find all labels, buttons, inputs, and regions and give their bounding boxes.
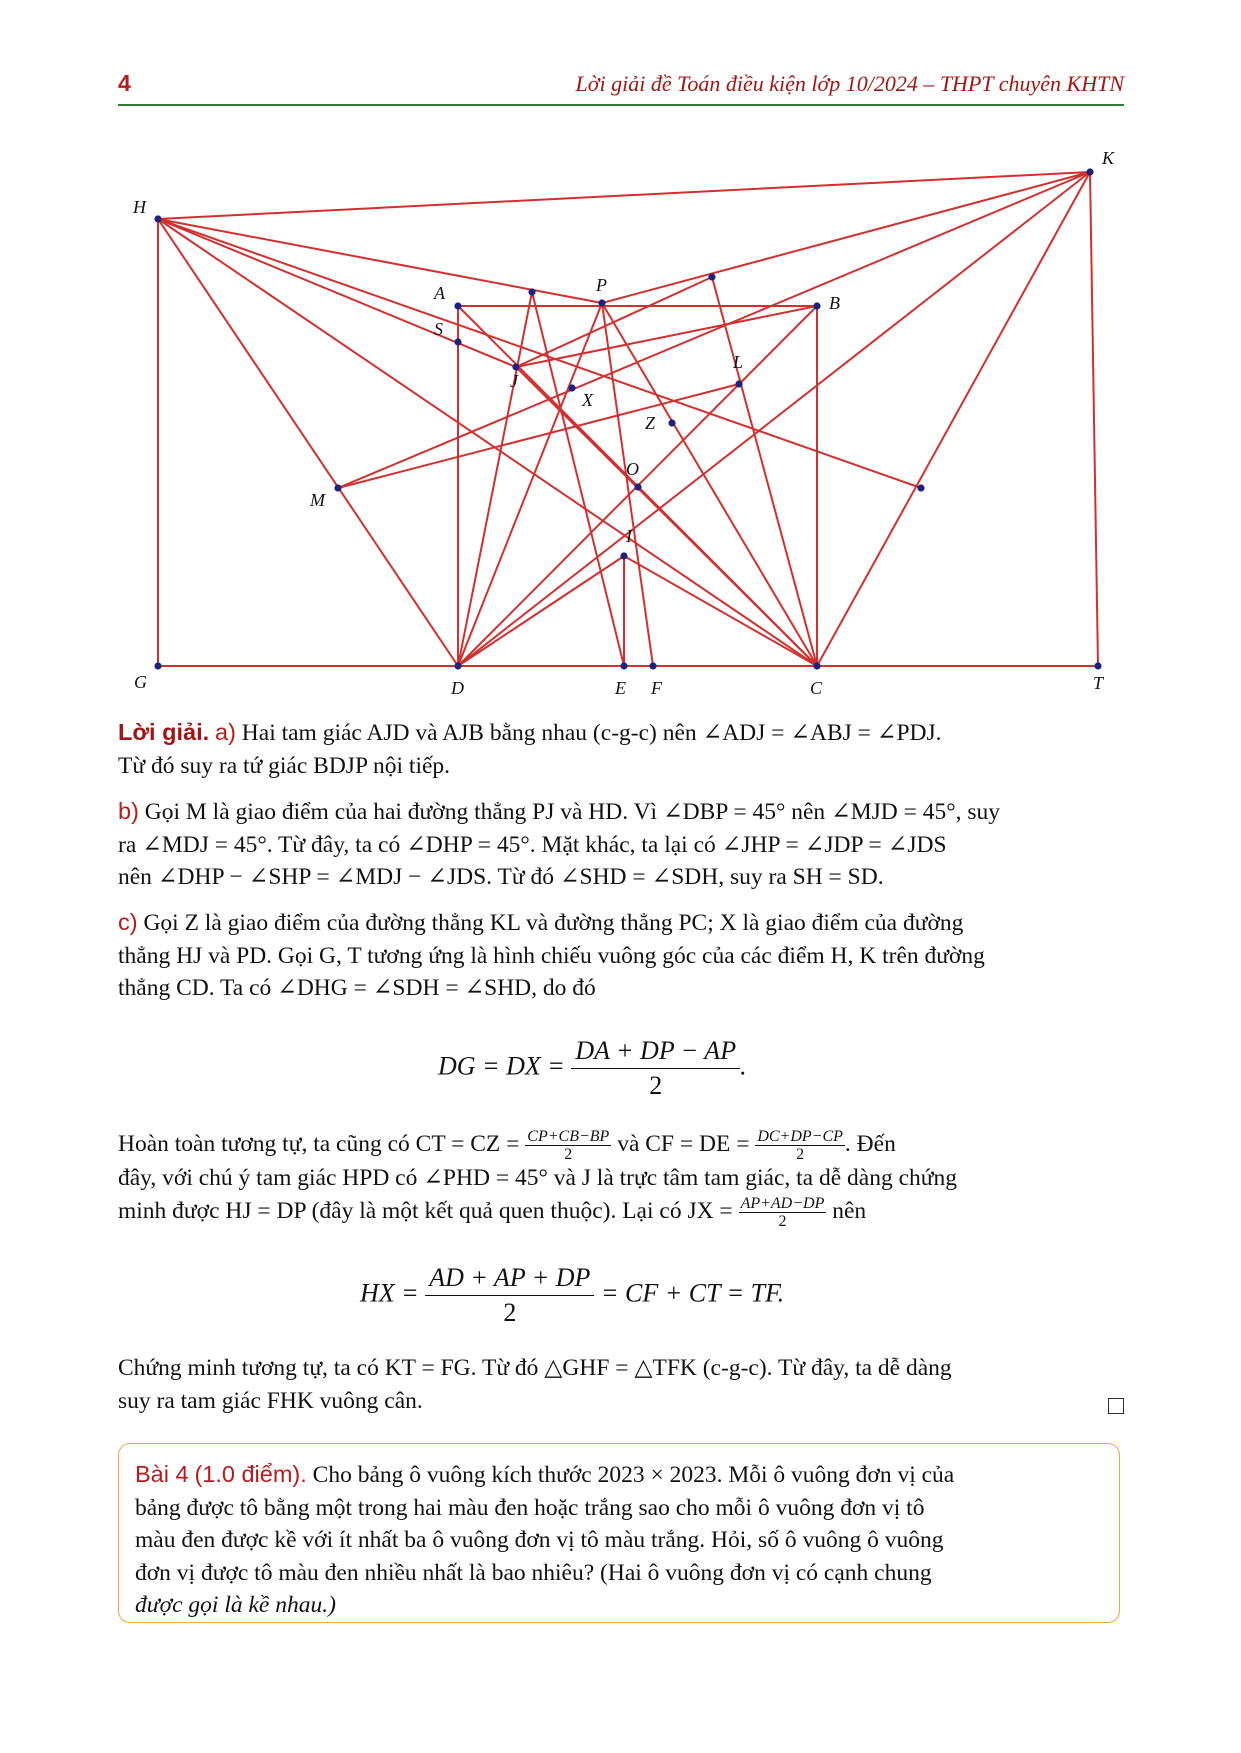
eq1-fraction [571,1036,740,1101]
point-D [454,662,461,669]
equation-2 [360,1263,784,1328]
part-b-label: b) [118,798,139,824]
segment-ML [338,384,739,488]
solution-paragraph-3 [118,1352,1124,1417]
part-a-line-2: Từ đó suy ra tứ giác BDJP nội tiếp. [118,752,451,779]
solution-part-c [118,906,1124,1005]
geometry-figure [0,0,1241,700]
label-K: K [1102,148,1115,168]
label-H: H [133,197,146,217]
label-B: B [829,293,840,313]
point-M [334,484,341,491]
point-H [154,215,161,222]
segment-Q2C [712,277,817,666]
para3-line-2: suy ra tam giác FHK vuông cân. [118,1387,423,1414]
point-R1 [917,484,924,491]
segment-ID [458,556,624,666]
segment-JQ2 [516,277,712,367]
label-F: F [651,678,662,698]
segment-KT [1090,172,1098,666]
label-X: X [582,390,593,410]
part-b-line-1: Gọi M là giao điểm của hai đường thẳng PJ và HD. Vì ∠DBP = 45° nên ∠MJD = 45°, suy [144,799,1001,825]
eq1-denominator: 2 [649,1071,663,1100]
para3-line-1: Chứng minh tương tự, ta có KT = FG. Từ đó △GHF = △TFK (c-g-c). Từ đây, ta dễ dàng [118,1355,952,1381]
point-Q2 [708,273,715,280]
segment-JB [516,306,817,367]
point-S [454,338,461,345]
point-J [512,363,519,370]
para2-l3b: nên [832,1197,867,1224]
solution-part-b [118,795,1124,894]
eq1-lhs: DG = DX = [438,1051,565,1081]
eq2-denominator: 2 [503,1298,517,1327]
point-B [813,302,820,309]
problem-4-line-1: Cho bảng ô vuông kích thước 2023 × 2023. Mỗi ô vuông đơn vị của [312,1462,955,1488]
eq2-fraction [425,1263,594,1328]
segment-KC [817,172,1090,666]
point-K [1086,168,1093,175]
para2-l3a: minh được HJ = DP (đây là một kết quả quen thuộc). Lại có JX = [118,1197,733,1224]
running-title: Lời giải đề Toán điều kiện lớp 10/2024 – THPT chuyên KHTN [575,71,1124,96]
fraction-ap-ad-dp [739,1195,827,1230]
label-P: P [596,275,607,295]
point-L [735,380,742,387]
label-M: M [310,490,325,510]
point-F [649,662,656,669]
point-E [620,662,627,669]
label-L: L [733,352,744,372]
segment-HD [158,219,458,666]
qed-square-icon [1108,1398,1124,1414]
point-T [1094,662,1101,669]
problem-4-line-5: được gọi là kề nhau.) [135,1592,336,1618]
point-I [620,552,627,559]
eq1-numerator: DA + DP − AP [571,1036,740,1069]
part-a-label: a) [215,719,236,745]
eq2-numerator: AD + AP + DP [425,1263,594,1296]
label-G: G [134,672,147,692]
figure-points [154,168,1101,669]
point-X [568,384,575,391]
part-b-line-2: ra ∠MDJ = 45°. Từ đây, ta có ∠DHP = 45°. Mặt khác, ta lại có ∠JHP = ∠JDP = ∠JDS [118,831,947,858]
problem-4-box [118,1443,1120,1623]
segment-HJ [158,219,516,367]
point-G [154,662,161,669]
part-a-line-1: Hai tam giác AJD và AJB bằng nhau (c-g-c) nên ∠ADJ = ∠ABJ = ∠PDJ. [241,720,942,746]
eq2-lhs: HX = [360,1278,419,1308]
segment-KP [602,172,1090,303]
fraction-2-denominator: 2 [796,1146,805,1164]
segment-PD [458,303,602,666]
para2-l1c: . Đến [844,1131,896,1157]
segment-KM [338,172,1090,488]
segment-HR1 [158,219,921,488]
part-c-label: c) [118,909,138,935]
point-C [813,662,820,669]
problem-4-points: (1.0 điểm). [194,1461,307,1487]
segment-HK [158,172,1090,219]
fraction-dc-dp-cp [755,1128,845,1163]
figure-lines [158,172,1098,666]
fraction-3-numerator: AP+AD−DP [740,1194,825,1212]
part-b-line-3: nên ∠DHP − ∠SHP = ∠MDJ − ∠JDS. Từ đó ∠SHD = ∠SDH, suy ra SH = SD. [118,864,884,890]
page-number: 4 [118,70,131,96]
eq2-rhs: = CF + CT = TF. [600,1278,785,1308]
para2-l1a: Hoàn toàn tương tự, ta cũng có CT = CZ = [118,1131,520,1157]
label-D: D [451,678,464,698]
label-S: S [434,319,443,339]
point-A [454,302,461,309]
point-Z [668,419,675,426]
solution-paragraph-2 [118,1128,1124,1229]
segment-IC [624,556,817,666]
para2-line-2: đây, với chú ý tam giác HPD có ∠PHD = 45° và J là trực tâm tam giác, ta dễ dàng chứng [118,1165,958,1191]
part-c-line-2: thẳng HJ và PD. Gọi G, T tương ứng là hình chiếu vuông góc của các điểm H, K trên đường [118,942,985,969]
solution-heading: Lời giải. [118,719,210,745]
fraction-1-denominator: 2 [564,1146,573,1164]
label-I: I [626,526,632,546]
label-E: E [615,678,626,698]
point-O [634,483,641,490]
point-Q1 [528,288,535,295]
problem-4-line-2: bảng được tô bằng một trong hai màu đen hoặc trắng sao cho mỗi ô vuông đơn vị tô [135,1494,925,1521]
para2-l1b: và CF = DE = [617,1131,750,1157]
part-c-line-1: Gọi Z là giao điểm của đường thẳng KL và đường thẳng PC; X là giao điểm của đường [143,910,964,936]
fraction-2-numerator: DC+DP−CP [757,1128,843,1146]
fraction-1-numerator: CP+CB−BP [527,1128,610,1146]
label-O: O [626,459,639,479]
label-Z: Z [645,413,656,433]
solution-part-a [118,716,1124,782]
problem-4-title: Bài 4 [135,1461,189,1487]
segment-HP [158,219,602,303]
problem-4-line-4: đơn vị được tô màu đen nhiều nhất là bao nhiêu? (Hai ô vuông đơn vị có cạnh chung [135,1559,932,1586]
label-A: A [434,283,445,303]
eq1-end: . [740,1051,747,1081]
equation-1 [438,1036,747,1101]
label-C: C [810,678,823,698]
label-J: J [510,371,518,391]
problem-4-line-3: màu đen được kề với ít nhất ba ô vuông đơn vị tô màu trắng. Hỏi, số ô vuông ô vuông [135,1527,944,1553]
fraction-3-denominator: 2 [778,1212,787,1230]
point-P [598,299,605,306]
fraction-cp-cb-bp [525,1128,611,1163]
segment-HC [158,219,817,666]
part-c-line-3: thẳng CD. Ta có ∠DHG = ∠SDH = ∠SHD, do đó [118,975,596,1001]
label-T: T [1093,673,1104,693]
